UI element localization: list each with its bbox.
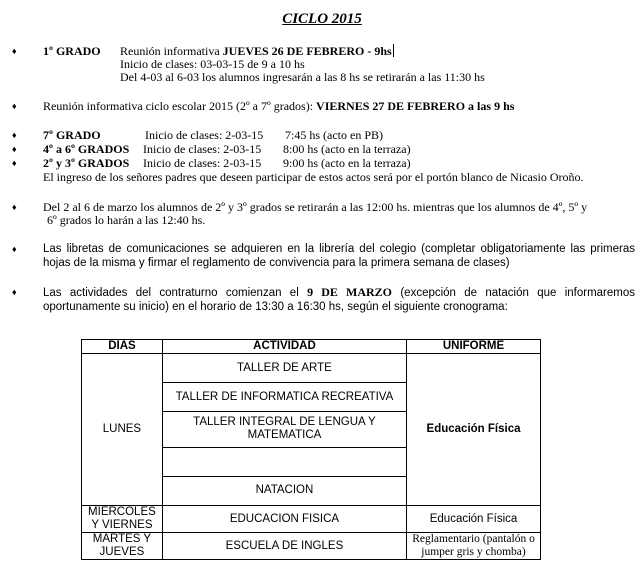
table-row [82, 533, 541, 560]
cell-uniforme: Educación Física [407, 354, 541, 506]
bullet-icon: ♦ [12, 130, 17, 140]
text-cursor [393, 44, 394, 57]
grado-label: 4º a 6º GRADOS [43, 142, 130, 156]
bullet-icon: ♦ [12, 287, 17, 297]
document-title: CICLO 2015 [282, 11, 362, 27]
hora-text: 9:00 hs (acto en la terraza) [283, 156, 411, 170]
retiro-line-2: 6º grados lo harán a las 12:40 hs. [47, 213, 206, 227]
actividades-text-post: (excepción de natación que informaremos oportunamente su inicio) en el horario de 13:30 a 16:30 hs, según el siguiente cronograma: [43, 287, 635, 313]
reunion-ciclo-text: Reunión informativa ciclo escolar 2015 (2º a 7º grados): [43, 99, 314, 113]
actividades-text-pre: Las actividades del contraturno comienzan el [43, 287, 299, 299]
header-actividad: ACTIVIDAD [162, 340, 406, 354]
inicio-line: Inicio de clases: 03-03-15 de 9 a 10 hs [120, 57, 305, 71]
cell-actividad: TALLER DE INFORMATICA RECREATIVA [162, 383, 406, 412]
bullet-icon: ♦ [12, 101, 17, 111]
cell-actividad: TALLER INTEGRAL DE LENGUA Y MATEMATICA [162, 412, 406, 447]
hora-text: 8:00 hs (acto en la terraza) [283, 142, 411, 156]
reunion-ciclo-line [43, 99, 514, 113]
cell-dia: MIERCOLES Y VIERNES [82, 506, 163, 533]
bullet-icon: ♦ [12, 244, 17, 254]
inicio-text: Inicio de clases: 2-03-15 [145, 128, 264, 142]
reunion-text: Reunión informativa [120, 44, 220, 58]
cell-actividad: EDUCACION FISICA [162, 506, 406, 533]
table-row [82, 506, 541, 533]
header-dias: DIAS [82, 340, 163, 354]
bullet-icon: ♦ [12, 202, 17, 212]
bullet-icon: ♦ [12, 46, 17, 56]
inicio-text: Inicio de clases: 2-03-15 [143, 142, 262, 156]
cell-actividad: TALLER DE ARTE [162, 354, 406, 383]
horario-line: Del 4-03 al 6-03 los alumnos ingresarán a las 8 hs se retirarán a las 11:30 hs [120, 70, 485, 84]
actividades-date: 9 DE MARZO [307, 285, 393, 299]
grado-label: 1º GRADO [43, 44, 101, 58]
actividades-paragraph [43, 285, 635, 314]
grado-label: 2º y 3º GRADOS [43, 156, 130, 170]
table-row [82, 354, 541, 383]
cell-actividad: NATACION [162, 476, 406, 505]
bullet-icon: ♦ [12, 158, 17, 168]
reunion-ciclo-date: VIERNES 27 DE FEBRERO a las 9 hs [316, 99, 515, 113]
cronograma-table [81, 339, 541, 560]
cell-actividad: ESCUELA DE INGLES [162, 533, 406, 560]
reunion-date: JUEVES 26 DE FEBRERO - 9hs [222, 44, 392, 58]
cell-dia: MARTES Y JUEVES [82, 533, 163, 560]
cell-dia-lunes: LUNES [82, 354, 163, 506]
header-uniforme: UNIFORME [407, 340, 541, 354]
libretas-paragraph: Las libretas de comunicaciones se adquieren en la librería del colegio (completar obligatoriamente las primeras hojas de la misma y firmar el reglamento de convivencia para la primera semana de clases) [43, 243, 635, 269]
cell-actividad-empty [162, 447, 406, 476]
bullet-icon: ♦ [12, 144, 17, 154]
cell-uniforme: Reglamentario (pantalón o jumper gris y chomba) [407, 533, 541, 560]
retiro-line-1: Del 2 al 6 de marzo los alumnos de 2º y 3º grados se retirarán a las 12:00 hs. mientras que los alumnos de 4º, 5º y [43, 200, 588, 214]
table-header-row [82, 340, 541, 354]
inicio-text: Inicio de clases: 2-03-15 [143, 156, 262, 170]
hora-text: 7:45 hs (acto en PB) [285, 128, 383, 142]
grado-label: 7º GRADO [43, 128, 101, 142]
reunion-line [120, 44, 394, 58]
cell-uniforme: Educación Física [407, 506, 541, 533]
ingreso-note: El ingreso de los señores padres que deseen participar de estos actos será por el portón blanco de Nicasio Oroño. [43, 170, 584, 184]
